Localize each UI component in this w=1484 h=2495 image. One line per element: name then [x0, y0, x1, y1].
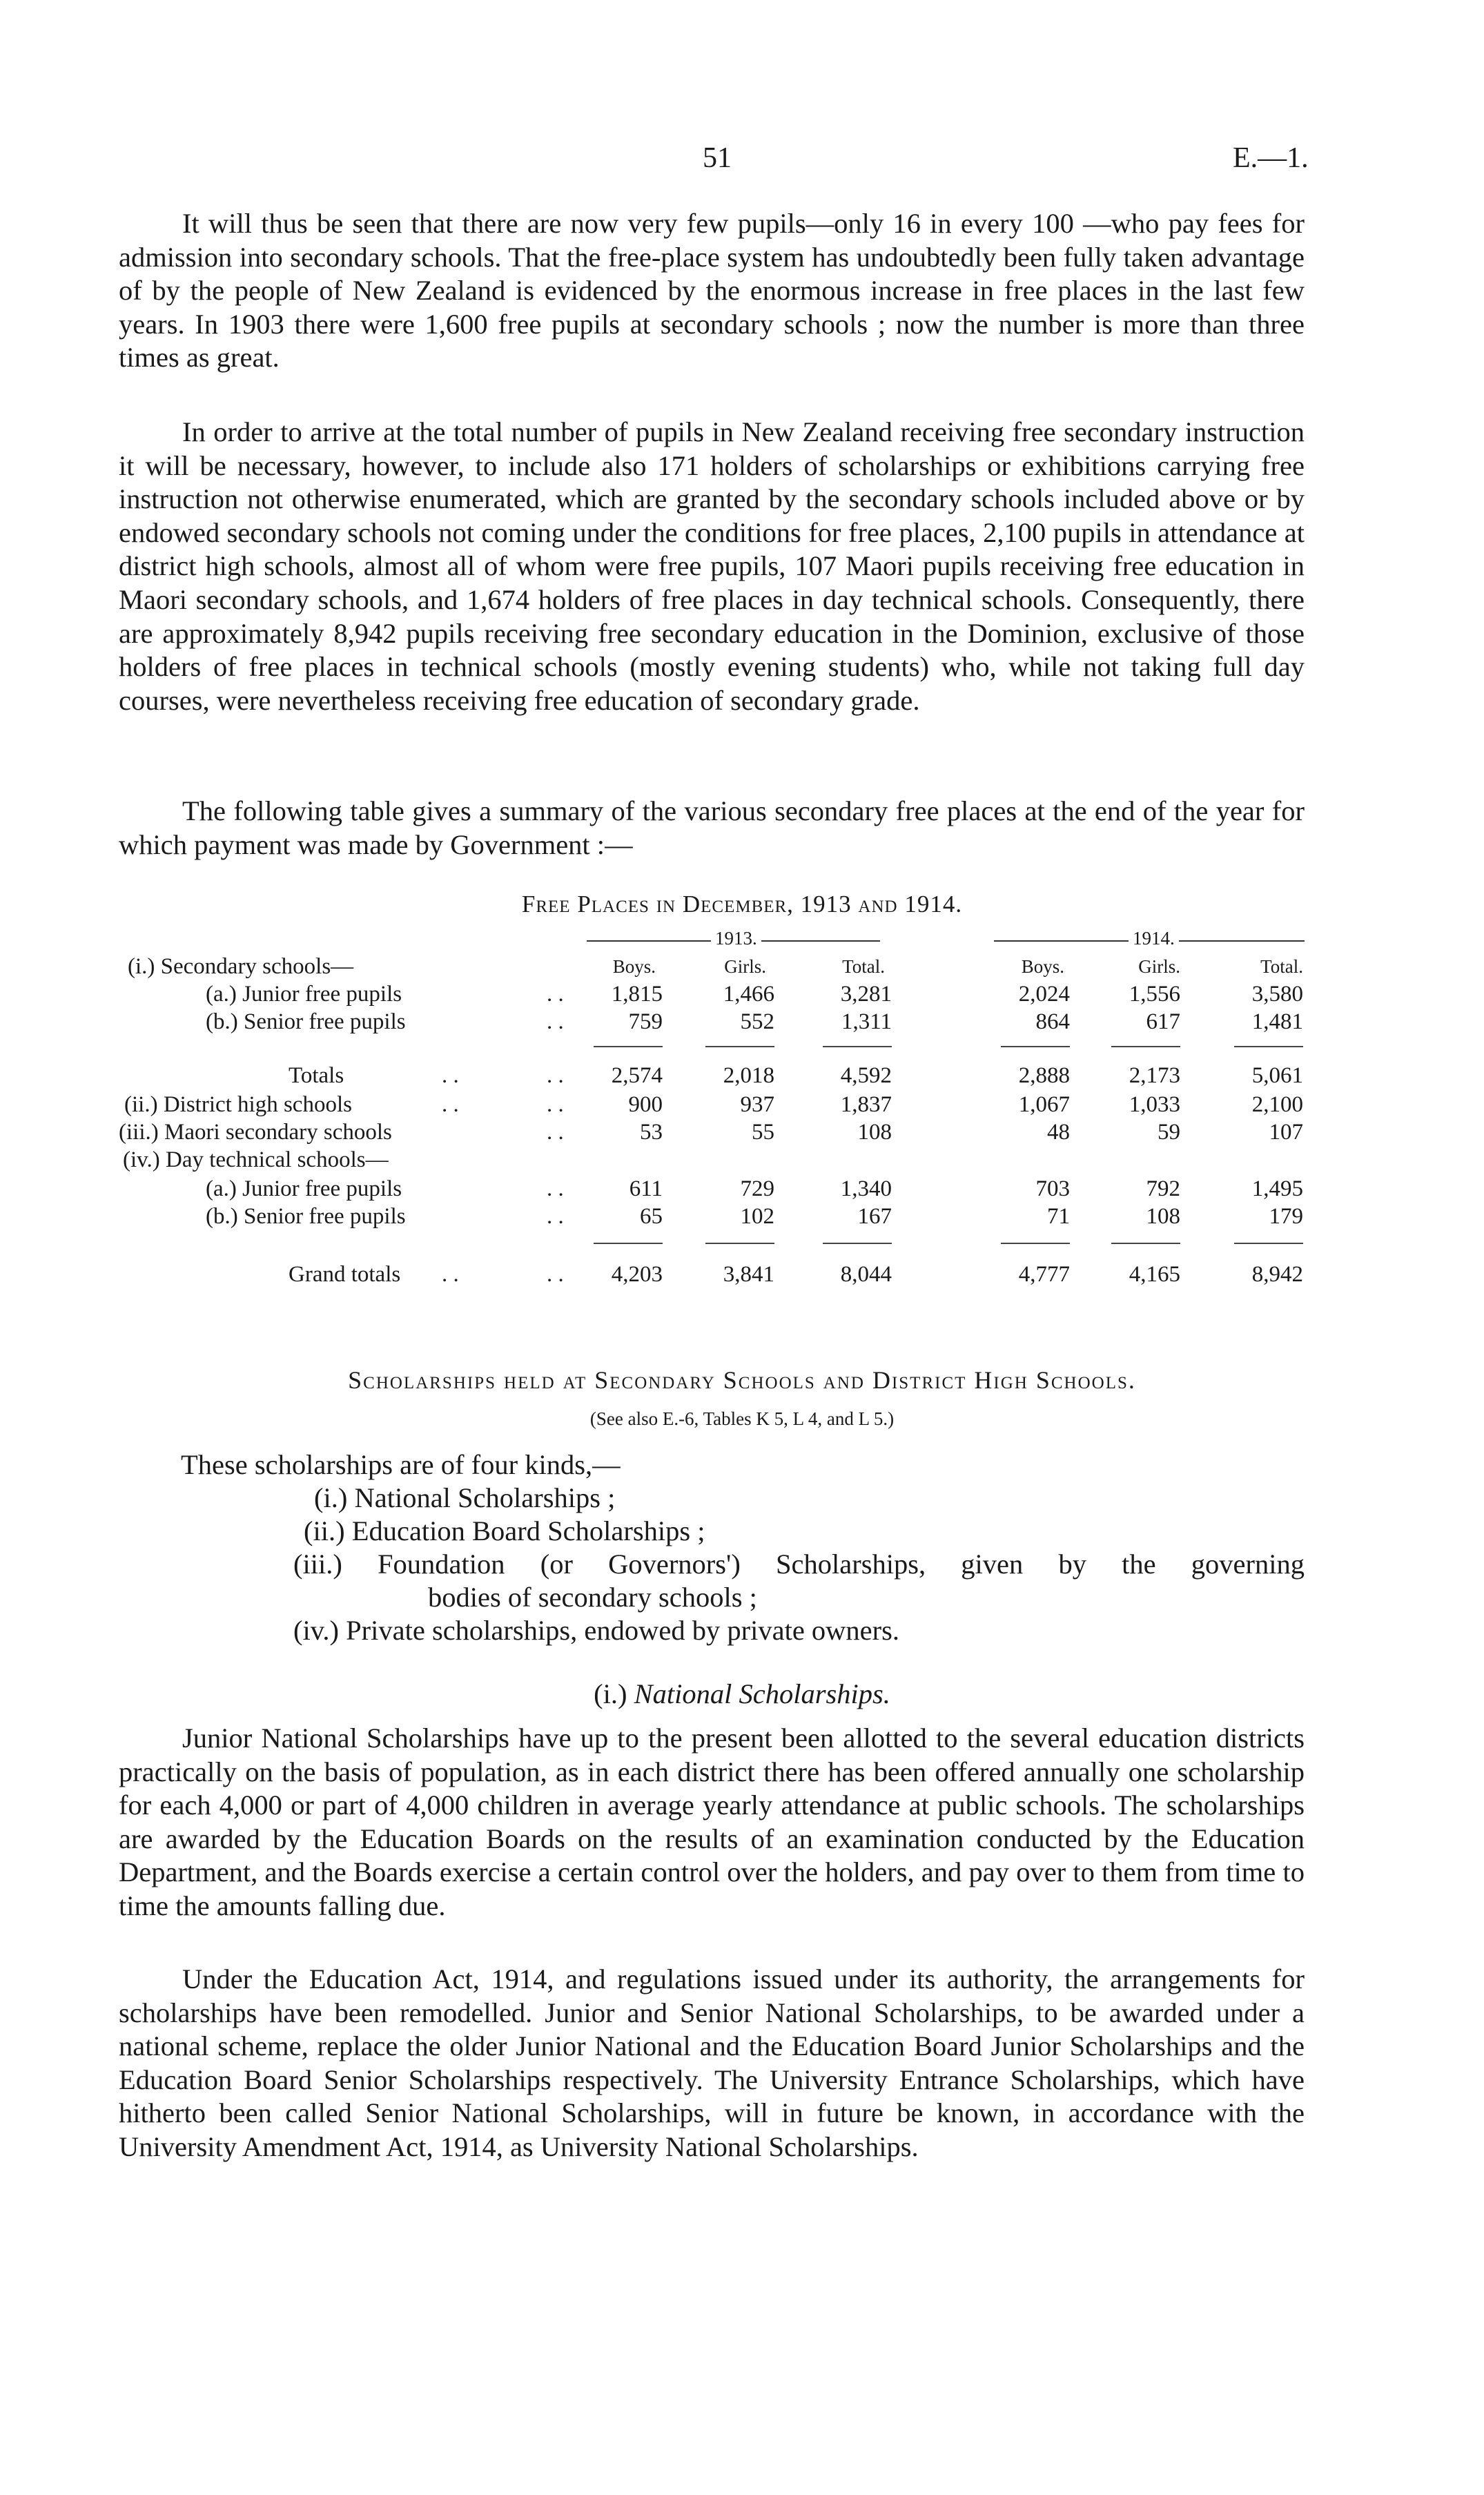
paragraph-education-act: Under the Education Act, 1914, and regulations issued under its authority, the arrangements for scholarships have been remodelled. Junior and Senior National Scholarships, to be awarded under a national scheme, replace the older Junior National and the Education Board Junior Scholarships and the Education Board Senior Scholarships respectively. The University Entrance Scholarships, which have hitherto been called Senior National Scholarships, will in future be known, in accordance with the University Amendment Act, 1914, as University National Scholarships. [119, 1963, 1305, 2162]
table-caption: Free Places in December, 1913 and 1914. [521, 891, 963, 918]
cell: 1,067 [1018, 1092, 1070, 1117]
cell: 108 [1146, 1204, 1180, 1229]
cell: 59 [1158, 1120, 1180, 1145]
leader-dots: . . [547, 1262, 564, 1287]
leader-dots: . . [442, 1262, 459, 1287]
row-label-senior-free-pupils: (b.) Senior free pupils [206, 1009, 406, 1034]
scholarships-note: (See also E.-6, Tables K 5, L 4, and L 5.) [589, 1408, 895, 1429]
cell: 1,815 [611, 982, 663, 1007]
col-boys-1913: Boys. [612, 956, 656, 977]
cell: 2,173 [1129, 1063, 1180, 1088]
cell: 1,311 [841, 1009, 892, 1034]
cell: 2,888 [1018, 1063, 1070, 1088]
paragraph-free-pupils: It will thus be seen that there are now very few pupils—only 16 in every 100 —who pay fees for admission into secondary schools. That the free-place system has undoubtedly been fully taken advantage of by the people of New Zealand is evidenced by the enormous increase in free places in the last few years. In 1903 there were 1,600 free pupils at secondary schools ; now the number is more than three times as great. [119, 208, 1305, 373]
leader-dots: . . [547, 1120, 564, 1145]
year-1913-label: 1913. [711, 928, 761, 949]
cell: 108 [857, 1120, 892, 1145]
row-label-junior-free-pupils: (a.) Junior free pupils [206, 1176, 402, 1201]
scholarship-kind-item: (i.) National Scholarships ; [314, 1482, 616, 1513]
col-total-1913: Total. [842, 956, 885, 977]
paragraph-total-free-instruction: In order to arrive at the total number of pupils in New Zealand receiving free secondary instruction it will be necessary, however, to include also 171 holders of scholarships or exhibitions carrying free instruction not otherwise enumerated, which are granted by the secondary schools included above or by endowed secondary schools not coming under the conditions for free places, 2,100 pupils in attendance at district high schools, almost all of whom were free pupils, 107 Maori pupils receiving free education in Maori secondary schools, and 1,674 holders of free places in day technical schools. Consequently, there are approximately 8,942 pupils receiving free secondary education in the Dominion, exclusive of those holders of free places in technical schools (mostly evening students) who, while not taking full day courses, were nevertheless receiving free education of secondary grade. [119, 416, 1305, 716]
document-reference: E.—1. [1233, 142, 1309, 174]
cell: 4,777 [1018, 1262, 1070, 1287]
cell: 1,495 [1251, 1176, 1303, 1201]
national-scholarships-heading [0, 1678, 1484, 1710]
cell: 2,024 [1018, 982, 1070, 1007]
leader-dots: . . [442, 1063, 459, 1088]
cell: 729 [740, 1176, 774, 1201]
scholarships-caption: Scholarships held at Secondary Schools and District High Schools. [348, 1366, 1136, 1394]
total-rule [594, 1243, 663, 1244]
cell: 4,165 [1129, 1262, 1180, 1287]
row-label-district-high-schools: (ii.) District high schools [124, 1092, 352, 1117]
cell: 65 [640, 1204, 663, 1229]
scholarship-kind-text: (iii.) Foundation (or Governors') Scholarships, given by the governing [293, 1549, 1305, 1580]
cell: 552 [740, 1009, 774, 1034]
subtotal-rule [705, 1046, 774, 1047]
paragraph-junior-national: Junior National Scholarships have up to the present been allotted to the several education districts practically on the basis of population, as in each district there has been offered annually one scholarship for each 4,000 or part of 4,000 children in average yearly attendance at public schools. The scholarships are awarded by the Education Boards on the results of an examination conducted by the Education Department, and the Boards exercise a certain control over the holders, and pay over to them from time to time the amounts falling due. [119, 1722, 1305, 1921]
row-label-day-technical-schools: (iv.) Day technical schools— [123, 1147, 389, 1172]
cell: 617 [1146, 1009, 1180, 1034]
cell: 937 [740, 1092, 774, 1117]
year-1914-label: 1914. [1129, 928, 1179, 949]
leader-dots: . . [547, 1063, 564, 1088]
row-label-secondary-schools: (i.) Secondary schools— [128, 954, 354, 979]
scholarship-kind-item: (ii.) Education Board Scholarships ; [304, 1515, 705, 1546]
cell: 53 [640, 1120, 663, 1145]
total-rule [1001, 1243, 1070, 1244]
leader-dots: . . [547, 982, 564, 1007]
row-label-totals: Totals [289, 1063, 344, 1088]
cell: 611 [629, 1176, 663, 1201]
paragraph-table-intro: The following table gives a summary of the various secondary free places at the end of the year for which payment was made by Government :— [119, 795, 1305, 860]
cell: 3,281 [840, 982, 892, 1007]
leader-dots: . . [547, 1092, 564, 1117]
cell: 1,033 [1129, 1092, 1180, 1117]
cell: 2,100 [1251, 1092, 1303, 1117]
cell: 71 [1047, 1204, 1070, 1229]
leader-dots: . . [547, 1176, 564, 1201]
col-girls-1914: Girls. [1138, 956, 1180, 977]
subtotal-rule [1234, 1046, 1303, 1047]
total-rule [1111, 1243, 1180, 1244]
cell: 3,841 [723, 1262, 774, 1287]
row-label-maori-secondary-schools: (iii.) Maori secondary schools [119, 1120, 392, 1145]
heading-number: (i.) [594, 1678, 627, 1709]
cell: 864 [1035, 1009, 1070, 1034]
cell: 5,061 [1251, 1063, 1303, 1088]
cell: 1,556 [1129, 982, 1180, 1007]
leader-dots: . . [547, 1009, 564, 1034]
page-number: 51 [703, 142, 732, 174]
subtotal-rule [823, 1046, 892, 1047]
cell: 4,592 [840, 1063, 892, 1088]
scholarships-intro: These scholarships are of four kinds,— [181, 1449, 621, 1480]
cell: 703 [1035, 1176, 1070, 1201]
cell: 4,203 [611, 1262, 663, 1287]
scholarship-kind-continuation: bodies of secondary schools ; [428, 1582, 757, 1613]
cell: 8,044 [840, 1262, 892, 1287]
subtotal-rule [1001, 1046, 1070, 1047]
cell: 179 [1269, 1204, 1303, 1229]
cell: 102 [740, 1204, 774, 1229]
leader-dots: . . [442, 1092, 459, 1117]
cell: 3,580 [1251, 982, 1303, 1007]
col-girls-1913: Girls. [724, 956, 766, 977]
cell: 1,340 [840, 1176, 892, 1201]
col-boys-1914: Boys. [1021, 956, 1064, 977]
cell: 759 [628, 1009, 663, 1034]
total-rule [1234, 1243, 1303, 1244]
cell: 1,481 [1251, 1009, 1303, 1034]
scholarship-kind-item [293, 1548, 1305, 1580]
cell: 55 [752, 1120, 774, 1145]
row-label-senior-free-pupils: (b.) Senior free pupils [206, 1204, 406, 1229]
leader-dots: . . [547, 1204, 564, 1229]
cell: 792 [1146, 1176, 1180, 1201]
cell: 1,466 [723, 982, 774, 1007]
cell: 8,942 [1251, 1262, 1303, 1287]
subtotal-rule [594, 1046, 663, 1047]
heading-title: National Scholarships. [634, 1678, 890, 1709]
row-label-junior-free-pupils: (a.) Junior free pupils [206, 982, 402, 1007]
cell: 167 [857, 1204, 892, 1229]
total-rule [823, 1243, 892, 1244]
row-label-grand-totals: Grand totals [289, 1262, 401, 1287]
cell: 1,837 [840, 1092, 892, 1117]
cell: 2,018 [723, 1063, 774, 1088]
scholarship-kind-item: (iv.) Private scholarships, endowed by private owners. [293, 1615, 900, 1646]
col-total-1914: Total. [1260, 956, 1303, 977]
cell: 48 [1047, 1120, 1070, 1145]
cell: 2,574 [611, 1063, 663, 1088]
cell: 107 [1269, 1120, 1303, 1145]
cell: 900 [628, 1092, 663, 1117]
subtotal-rule [1111, 1046, 1180, 1047]
total-rule [705, 1243, 774, 1244]
